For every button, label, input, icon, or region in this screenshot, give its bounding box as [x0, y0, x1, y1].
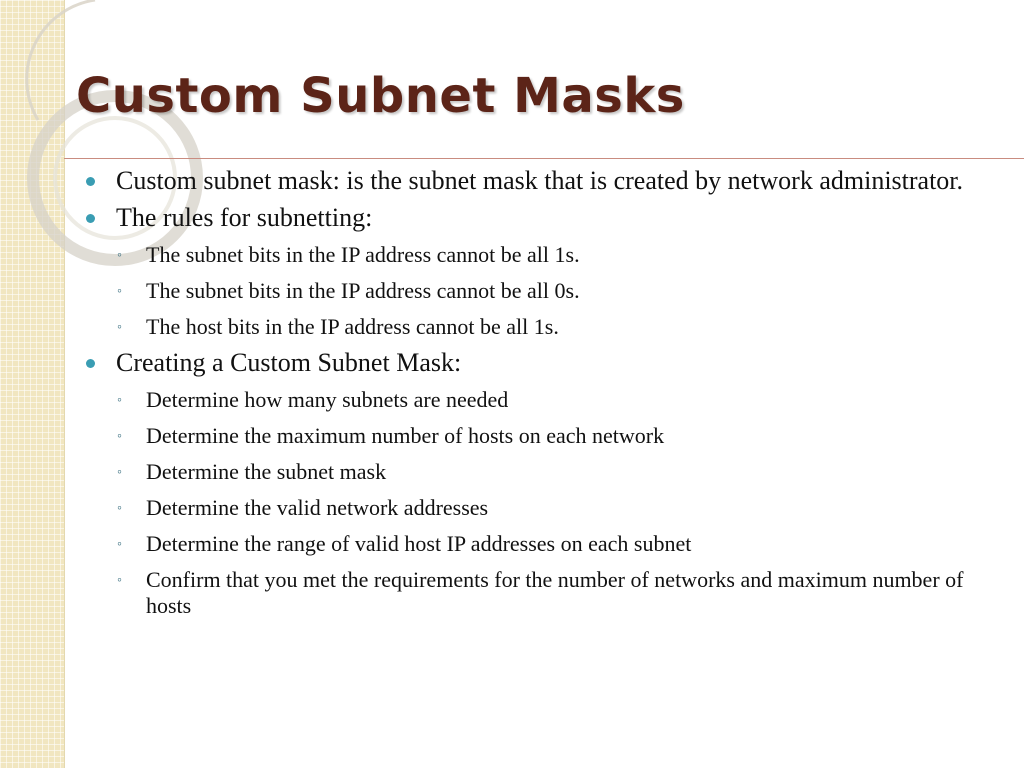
sub-bullet-item: [86, 387, 986, 413]
bullet-text: Custom subnet mask: is the subnet mask that is created by network administrator.: [116, 166, 964, 195]
sub-bullet-text: Determine the valid network addresses: [146, 495, 489, 520]
sub-bullet-text: Confirm that you met the requirements for the number of networks and maximum number of hosts: [146, 567, 964, 618]
sub-bullet-item: [86, 314, 986, 340]
title-divider: [64, 158, 1024, 159]
sub-bullet-item: [86, 423, 986, 449]
sub-bullet-item: [86, 459, 986, 485]
sub-bullet-text: The subnet bits in the IP address cannot be all 0s.: [146, 278, 580, 303]
sub-bullet-item: [86, 495, 986, 521]
bullet-dot-icon: [86, 177, 95, 186]
bullet-item: [86, 203, 986, 232]
bullet-text: The rules for subnetting:: [116, 203, 373, 232]
slide-title: Custom Subnet Masks: [76, 68, 685, 124]
hollow-bullet-icon: ◦: [117, 501, 122, 516]
sub-bullet-text: Determine the maximum number of hosts on each network: [146, 423, 665, 448]
sub-bullet-item: [86, 242, 986, 268]
bullet-item: [86, 348, 986, 377]
hollow-bullet-icon: ◦: [117, 320, 122, 335]
bullet-list: [86, 166, 986, 619]
hollow-bullet-icon: ◦: [117, 248, 122, 263]
sub-bullet-item: [86, 278, 986, 304]
hollow-bullet-icon: ◦: [117, 465, 122, 480]
sub-bullet-text: Determine the range of valid host IP addresses on each subnet: [146, 531, 692, 556]
hollow-bullet-icon: ◦: [117, 537, 122, 552]
sub-bullet-item: [86, 531, 986, 557]
hollow-bullet-icon: ◦: [117, 429, 122, 444]
bullet-dot-icon: [86, 214, 95, 223]
hollow-bullet-icon: ◦: [117, 393, 122, 408]
sub-bullet-text: The subnet bits in the IP address cannot be all 1s.: [146, 242, 580, 267]
bullet-item: [86, 166, 986, 195]
hollow-bullet-icon: ◦: [117, 284, 122, 299]
bullet-text: Creating a Custom Subnet Mask:: [116, 348, 462, 377]
sub-bullet-item: [86, 567, 986, 619]
sub-bullet-text: The host bits in the IP address cannot be all 1s.: [146, 314, 559, 339]
hollow-bullet-icon: ◦: [117, 573, 122, 588]
sub-bullet-text: Determine how many subnets are needed: [146, 387, 509, 412]
bullet-dot-icon: [86, 359, 95, 368]
sub-bullet-text: Determine the subnet mask: [146, 459, 387, 484]
